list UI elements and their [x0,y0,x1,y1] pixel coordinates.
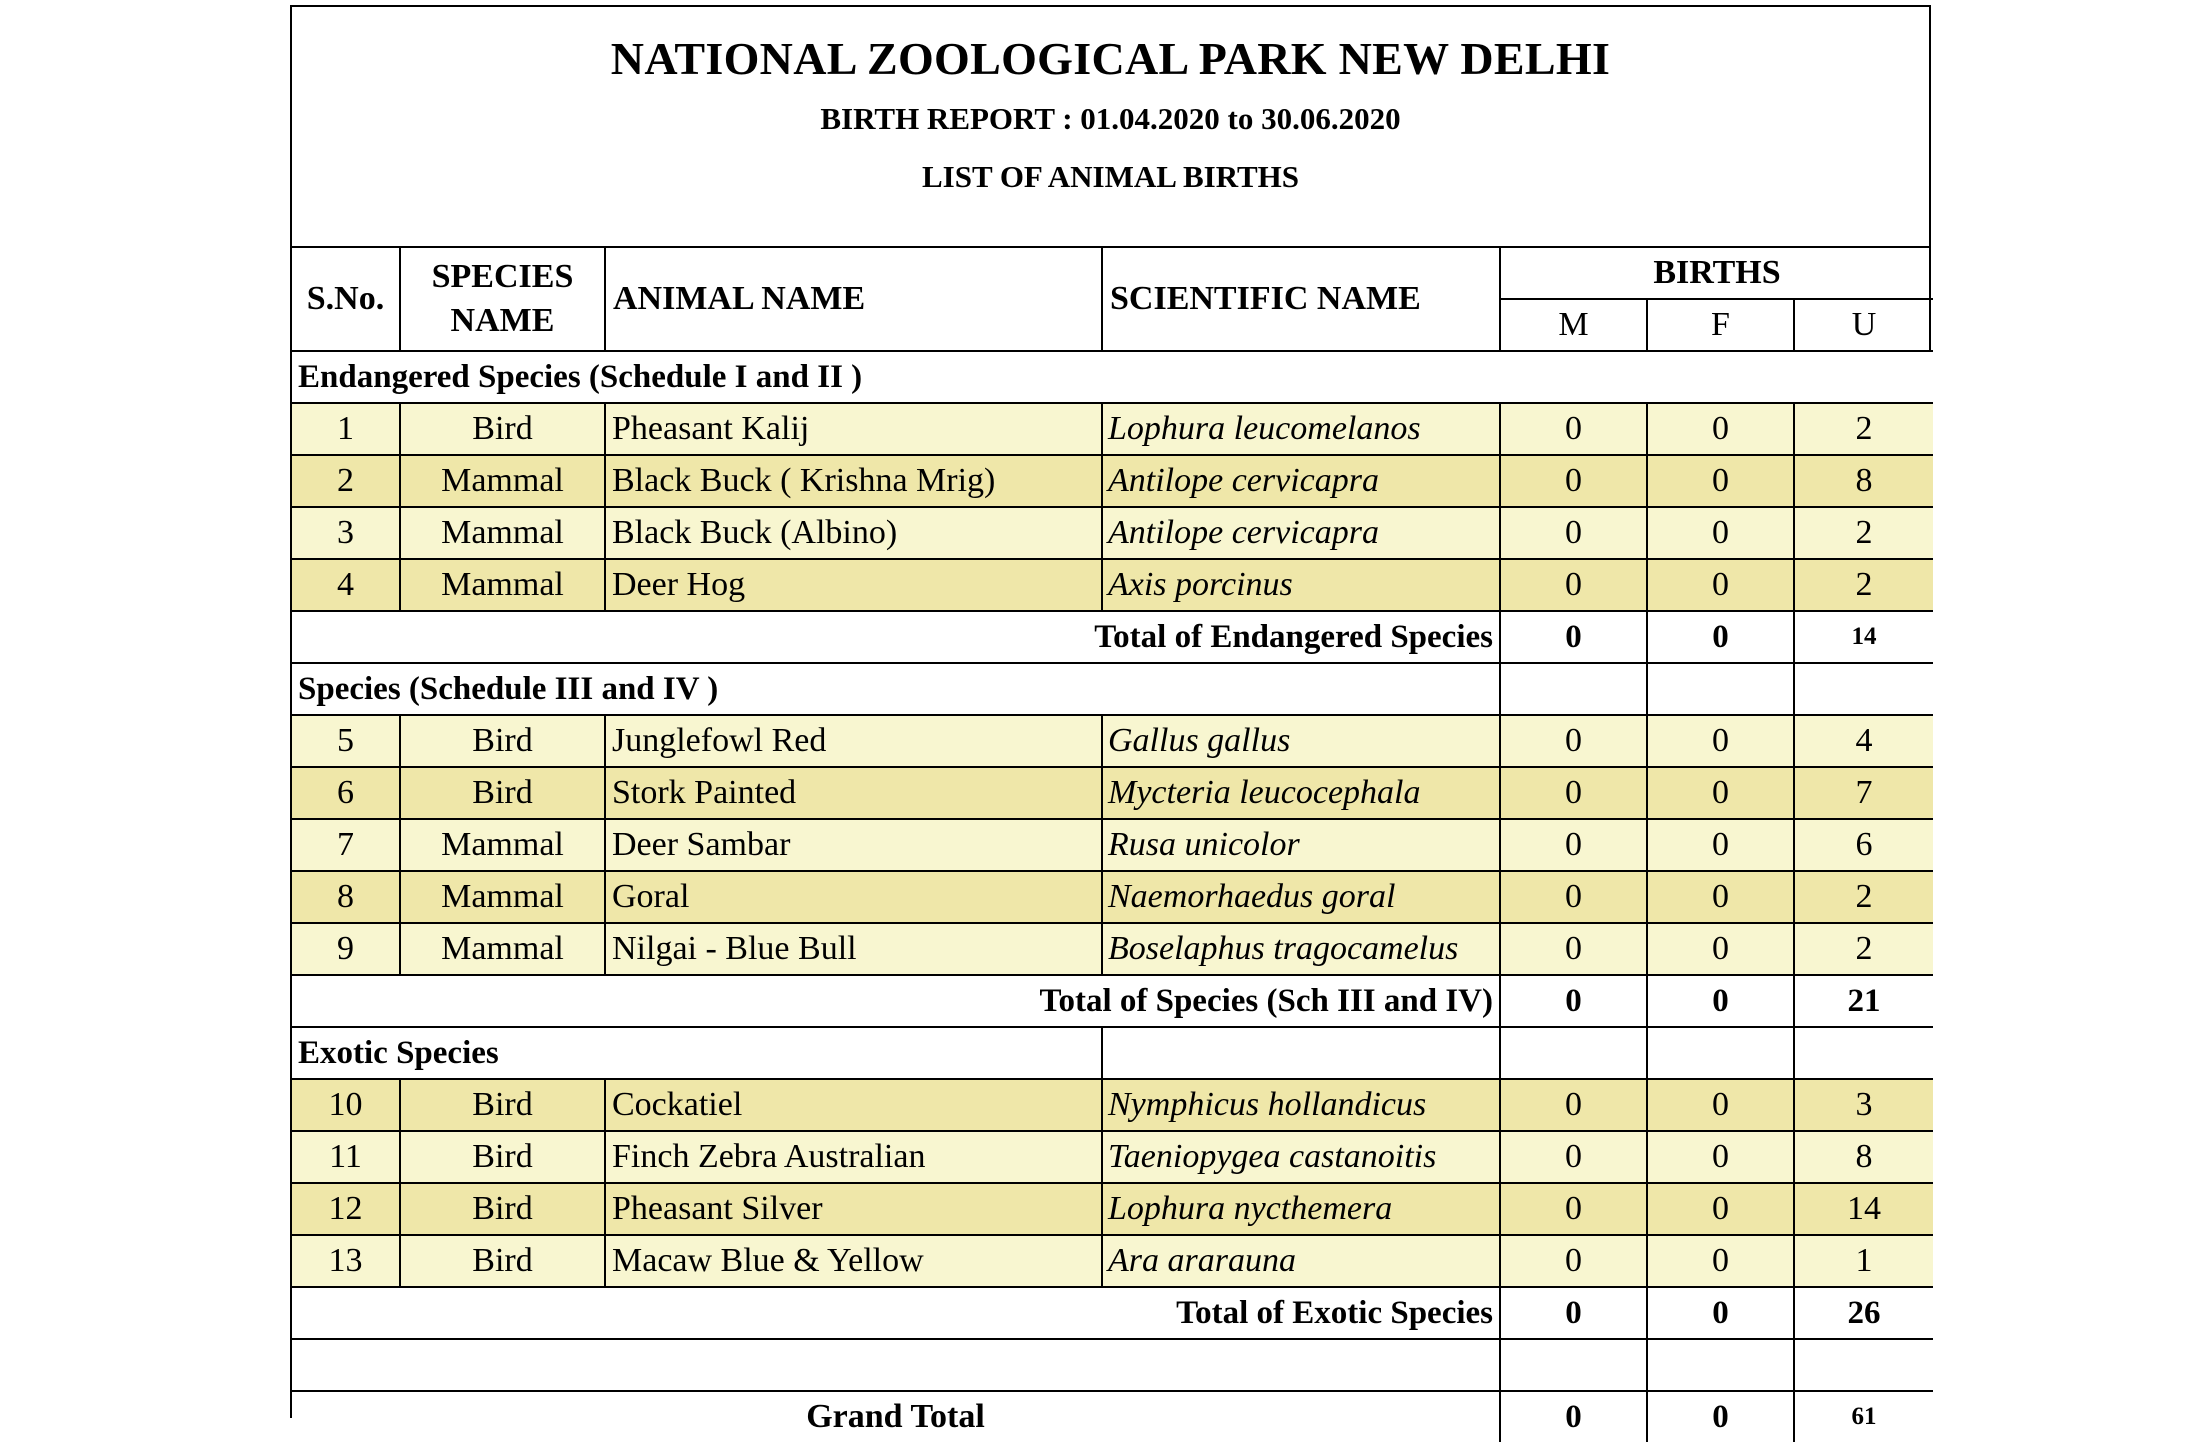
cell-animal-name: Pheasant Silver [605,1183,1102,1235]
section-total-row [292,611,1933,663]
cell-sno: 12 [292,1183,400,1235]
cell-species: Bird [400,1079,605,1131]
cell-species: Bird [400,767,605,819]
cell-scientific-name: Rusa unicolor [1102,819,1500,871]
cell-births-f: 0 [1647,507,1794,559]
total-label: Total of Exotic Species [292,1287,1500,1339]
cell-species: Mammal [400,871,605,923]
cell-scientific-name: Mycteria leucocephala [1102,767,1500,819]
cell-births-u: 14 [1794,1183,1933,1235]
cell-births-f: 0 [1647,559,1794,611]
cell-births-f: 0 [1647,767,1794,819]
cell-births-m: 0 [1500,767,1647,819]
total-u: 14 [1794,611,1933,663]
cell-births-u: 7 [1794,767,1933,819]
cell-species: Bird [400,1235,605,1287]
table-row [292,1235,1933,1287]
cell-animal-name: Junglefowl Red [605,715,1102,767]
cell-animal-name: Finch Zebra Australian [605,1131,1102,1183]
col-header-births: BIRTHS [1500,248,1933,299]
cell-births-u: 2 [1794,559,1933,611]
cell-sno: 3 [292,507,400,559]
cell-species: Mammal [400,507,605,559]
cell-scientific-name: Ara ararauna [1102,1235,1500,1287]
cell-births-u: 2 [1794,403,1933,455]
col-header-animal: ANIMAL NAME [605,248,1102,351]
cell-births-f: 0 [1647,819,1794,871]
cell-births-f: 0 [1647,1183,1794,1235]
report-subtitle: BIRTH REPORT : 01.04.2020 to 30.06.2020 [820,101,1401,136]
cell-sno: 6 [292,767,400,819]
cell-births-u: 2 [1794,923,1933,975]
total-f: 0 [1647,975,1794,1027]
section-total-row [292,975,1933,1027]
cell-births-u: 4 [1794,715,1933,767]
section-label: Endangered Species (Schedule I and II ) [292,351,1933,403]
cell-species: Mammal [400,455,605,507]
col-header-scientific: SCIENTIFIC NAME [1102,248,1500,351]
cell-animal-name: Black Buck ( Krishna Mrig) [605,455,1102,507]
cell-scientific-name: Axis porcinus [1102,559,1500,611]
col-header-species-line1: SPECIES [431,258,574,295]
cell-births-u: 8 [1794,455,1933,507]
table-row [292,403,1933,455]
table-row [292,507,1933,559]
report-title: NATIONAL ZOOLOGICAL PARK NEW DELHI [610,33,1611,84]
col-header-u: U [1794,299,1933,351]
cell-births-f: 0 [1647,871,1794,923]
cell-scientific-name: Taeniopygea castanoitis [1102,1131,1500,1183]
col-header-sno: S.No. [292,248,400,351]
grand-total-row [292,1391,1933,1442]
cell-animal-name: Black Buck (Albino) [605,507,1102,559]
cell-animal-name: Deer Sambar [605,819,1102,871]
cell-births-m: 0 [1500,507,1647,559]
total-u: 21 [1794,975,1933,1027]
section-label: Exotic Species [292,1027,1102,1079]
table-row [292,1183,1933,1235]
cell-scientific-name: Antilope cervicapra [1102,455,1500,507]
cell-species: Mammal [400,923,605,975]
cell-births-m: 0 [1500,923,1647,975]
cell-species: Bird [400,1131,605,1183]
cell-sno: 7 [292,819,400,871]
cell-species: Bird [400,1183,605,1235]
cell-births-m: 0 [1500,1235,1647,1287]
table-row [292,923,1933,975]
col-header-f: F [1647,299,1794,351]
cell-animal-name: Stork Painted [605,767,1102,819]
cell-scientific-name: Nymphicus hollandicus [1102,1079,1500,1131]
cell-births-m: 0 [1500,1079,1647,1131]
cell-sno: 2 [292,455,400,507]
cell-births-m: 0 [1500,403,1647,455]
total-m: 0 [1500,611,1647,663]
cell-animal-name: Cockatiel [605,1079,1102,1131]
grand-total-f: 0 [1647,1391,1794,1442]
cell-scientific-name: Antilope cervicapra [1102,507,1500,559]
cell-births-f: 0 [1647,1079,1794,1131]
cell-births-f: 0 [1647,715,1794,767]
cell-species: Mammal [400,559,605,611]
total-m: 0 [1500,975,1647,1027]
total-label: Total of Species (Sch III and IV) [292,975,1500,1027]
table-row [292,767,1933,819]
grand-total-m: 0 [1500,1391,1647,1442]
cell-animal-name: Macaw Blue & Yellow [605,1235,1102,1287]
cell-births-f: 0 [1647,1235,1794,1287]
total-u: 26 [1794,1287,1933,1339]
cell-animal-name: Pheasant Kalij [605,403,1102,455]
cell-births-m: 0 [1500,871,1647,923]
cell-sno: 1 [292,403,400,455]
cell-sno: 4 [292,559,400,611]
cell-sno: 5 [292,715,400,767]
cell-births-u: 8 [1794,1131,1933,1183]
cell-births-f: 0 [1647,1131,1794,1183]
cell-births-f: 0 [1647,403,1794,455]
total-m: 0 [1500,1287,1647,1339]
blank-row [292,1339,1933,1391]
col-header-m: M [1500,299,1647,351]
cell-births-m: 0 [1500,559,1647,611]
table-row [292,455,1933,507]
table-row [292,1131,1933,1183]
total-f: 0 [1647,611,1794,663]
cell-animal-name: Deer Hog [605,559,1102,611]
table-row [292,559,1933,611]
section-row [292,351,1933,403]
cell-births-f: 0 [1647,923,1794,975]
section-total-row [292,1287,1933,1339]
total-f: 0 [1647,1287,1794,1339]
grand-total-u: 61 [1794,1391,1933,1442]
section-label: Species (Schedule III and IV ) [292,663,1500,715]
cell-births-m: 0 [1500,1131,1647,1183]
cell-births-u: 6 [1794,819,1933,871]
cell-species: Bird [400,403,605,455]
cell-sno: 11 [292,1131,400,1183]
cell-scientific-name: Lophura leucomelanos [1102,403,1500,455]
cell-sno: 9 [292,923,400,975]
cell-scientific-name: Gallus gallus [1102,715,1500,767]
cell-births-u: 1 [1794,1235,1933,1287]
cell-scientific-name: Naemorhaedus goral [1102,871,1500,923]
cell-sno: 10 [292,1079,400,1131]
col-header-species-line2: NAME [450,302,555,339]
cell-births-u: 2 [1794,507,1933,559]
cell-births-f: 0 [1647,455,1794,507]
table-row [292,1079,1933,1131]
cell-species: Bird [400,715,605,767]
cell-births-m: 0 [1500,1183,1647,1235]
cell-births-u: 3 [1794,1079,1933,1131]
cell-animal-name: Goral [605,871,1102,923]
births-table [292,248,1933,1442]
section-row [292,1027,1933,1079]
col-header-species [400,248,605,351]
report-header [292,7,1929,248]
cell-animal-name: Nilgai - Blue Bull [605,923,1102,975]
grand-total-label: Grand Total [292,1391,1500,1442]
table-row [292,715,1933,767]
cell-births-u: 2 [1794,871,1933,923]
table-row [292,871,1933,923]
cell-sno: 8 [292,871,400,923]
section-row [292,663,1933,715]
cell-births-m: 0 [1500,715,1647,767]
birth-report [290,5,1931,1435]
cell-births-m: 0 [1500,455,1647,507]
table-row [292,819,1933,871]
report-list-title: LIST OF ANIMAL BIRTHS [921,159,1300,194]
total-label: Total of Endangered Species [292,611,1500,663]
cell-sno: 13 [292,1235,400,1287]
cell-scientific-name: Boselaphus tragocamelus [1102,923,1500,975]
cell-scientific-name: Lophura nycthemera [1102,1183,1500,1235]
table-body [292,351,1933,1442]
cell-births-m: 0 [1500,819,1647,871]
cell-species: Mammal [400,819,605,871]
